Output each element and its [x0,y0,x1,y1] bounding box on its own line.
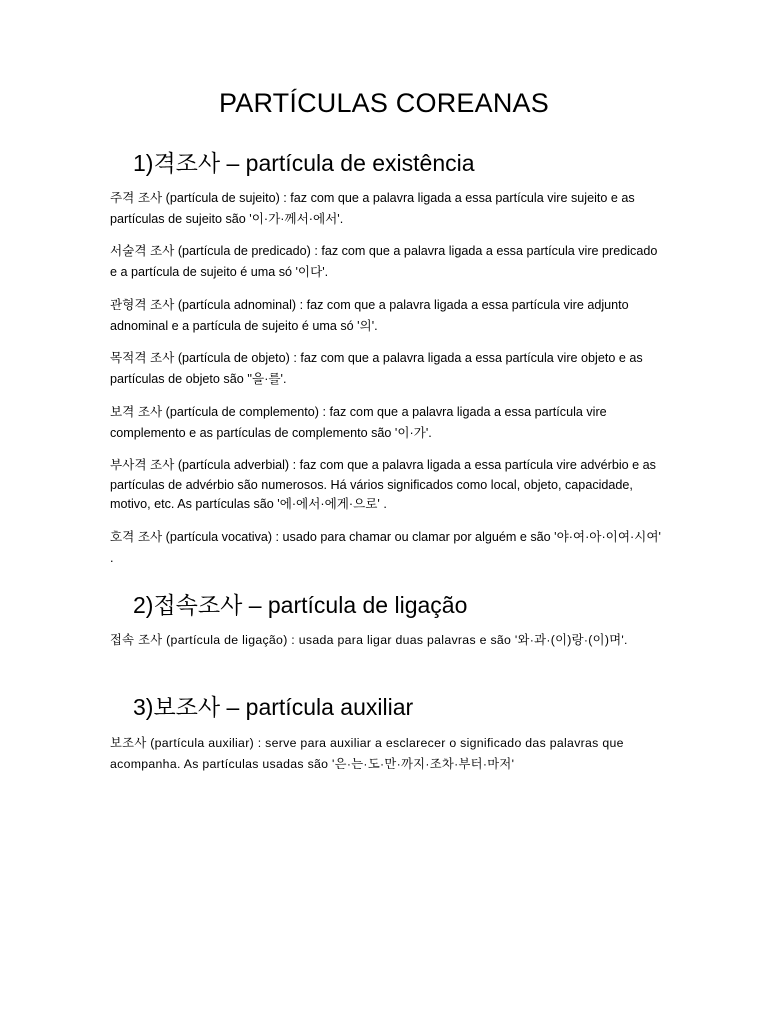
paragraph-adnominal-particle [110,295,662,337]
korean-term: 주격 조사 [110,191,163,205]
paragraph-object-particle [110,348,662,390]
paragraph-text: (partícula de ligação) : usada para ligar duas palavras e são '와·과·(이)랑·(이)며'. [162,633,628,647]
korean-term: 호격 조사 [110,530,163,544]
paragraph-text: (partícula de objeto) : faz com que a palavra ligada a essa partícula vire objeto e as partículas de objeto são ''을·를'. [110,351,643,386]
section-heading-1: 1)격조사 – partícula de existência [133,150,475,176]
paragraph-text: (partícula de complemento) : faz com que a palavra ligada a essa partícula vire complemento e as partículas de complemento são '이·가'. [110,405,607,440]
paragraph-vocative-particle [110,527,662,569]
paragraph-adverbial-particle [110,456,662,515]
page-title: PARTÍCULAS COREANAS [219,88,549,118]
paragraph-subject-particle [110,188,662,230]
korean-term: 부사격 조사 [110,458,175,472]
paragraph-text: (partícula vocativa) : usado para chamar ou clamar por alguém e são '야·여·아·이여·시여' . [110,530,661,565]
paragraph-text: (partícula de sujeito) : faz com que a palavra ligada a essa partícula vire sujeito e as partículas de sujeito são '이·가·께서·에서'. [110,191,635,226]
paragraph-predicate-particle [110,241,662,283]
paragraph-complement-particle [110,402,662,444]
korean-term: 접속 조사 [110,633,163,647]
paragraph-connective-particle [110,630,662,651]
paragraph-text: (partícula adnominal) : faz com que a palavra ligada a essa partícula vire adjunto adnominal e a partícula de sujeito é uma só '의'. [110,298,629,333]
paragraph-text: (partícula adverbial) : faz com que a palavra ligada a essa partícula vire advérbio e as partículas de advérbio são numerosos. Há vários significados como local, objeto, capacidade, motivo, etc. As partículas são '에·에서·에게·으로' . [110,458,656,511]
paragraph-auxiliary-particle [110,733,662,775]
section-heading-3: 3)보조사 – partícula auxiliar [133,694,414,720]
korean-term: 관형격 조사 [110,298,175,312]
korean-term: 보격 조사 [110,405,163,419]
korean-term: 서술격 조사 [110,244,175,258]
korean-term: 보조사 [110,736,147,750]
section-heading-2: 2)접속조사 – partícula de ligação [133,592,468,618]
korean-term: 목적격 조사 [110,351,175,365]
paragraph-text: (partícula auxiliar) : serve para auxiliar a esclarecer o significado das palavras que acompanha. As partículas usadas são '은·는·도·만·까지·조차·부터·마저' [110,736,624,771]
paragraph-text: (partícula de predicado) : faz com que a palavra ligada a essa partícula vire predicado e a partícula de sujeito é uma só '이다'. [110,244,658,279]
